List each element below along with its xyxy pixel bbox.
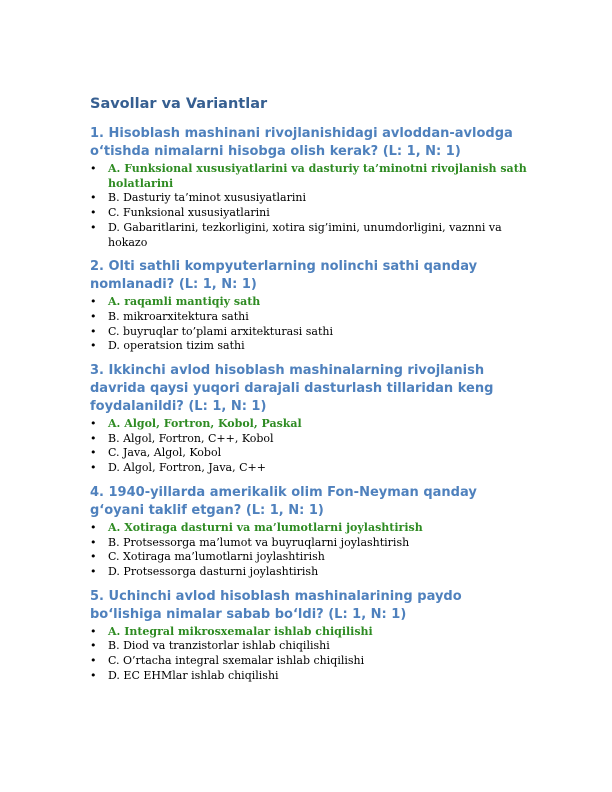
option-text: A. raqamli mantiqiy sath <box>108 295 261 309</box>
option-text: D. EC EHMlar ishlab chiqilishi <box>108 668 279 682</box>
question-heading: 2. Olti sathli kompyuterlarning nolinchi sathi qanday nomlanadi? (L: 1, N: 1) <box>90 259 478 293</box>
bullet-icon: • <box>90 446 97 460</box>
option-list <box>90 625 530 684</box>
option-item <box>90 461 530 476</box>
option-text: B. Diod va tranzistorlar ishlab chiqilishi <box>108 639 330 653</box>
option-item-correct <box>90 521 530 536</box>
option-text: B. Algol, Fortron, C++, Kobol <box>108 431 274 445</box>
option-text: C. Funksional xususiyatlarini <box>108 206 270 220</box>
option-item <box>90 221 530 250</box>
bullet-icon: • <box>90 639 97 653</box>
question-block <box>90 125 530 250</box>
option-text: D. Gabaritlarini, tezkorligini, xotira sig’imini, unumdorligini, vaznni va hokazo <box>108 220 502 249</box>
document-page <box>90 94 530 691</box>
bullet-icon: • <box>90 668 97 682</box>
bullet-icon: • <box>90 564 97 578</box>
question-heading: 5. Uchinchi avlod hisoblash mashinalarining paydo bo‘lishiga nimalar sabab bo‘ldi? (L: 1, N: 1) <box>90 588 462 622</box>
option-item-correct <box>90 295 530 310</box>
question-heading: 1. Hisoblash mashinani rivojlanishidagi avloddan-avlodga o‘tishda nimalarni hisobga olish kerak? (L: 1, N: 1) <box>90 126 513 159</box>
option-item <box>90 310 530 325</box>
page-title: Savollar va Variantlar <box>90 96 268 112</box>
option-text: B. mikroarxitektura sathi <box>108 309 249 323</box>
bullet-icon: • <box>90 535 97 549</box>
bullet-icon: • <box>90 206 97 220</box>
option-text: C. Java, Algol, Kobol <box>108 446 222 460</box>
option-text: D. operatsion tizim sathi <box>108 339 245 353</box>
bullet-icon: • <box>90 431 97 445</box>
option-item <box>90 206 530 221</box>
bullet-icon: • <box>90 295 97 309</box>
option-text: D. Protsessorga dasturni joylashtirish <box>108 564 319 578</box>
option-item <box>90 565 530 580</box>
question-block <box>90 258 530 354</box>
option-item-correct <box>90 162 530 191</box>
bullet-icon: • <box>90 520 97 534</box>
bullet-icon: • <box>90 624 97 638</box>
bullet-icon: • <box>90 417 97 431</box>
option-text: C. O’rtacha integral sxemalar ishlab chiqilishi <box>108 654 365 668</box>
question-block <box>90 484 530 580</box>
option-item <box>90 446 530 461</box>
bullet-icon: • <box>90 309 97 323</box>
option-item <box>90 432 530 447</box>
option-text: D. Algol, Fortron, Java, C++ <box>108 461 266 475</box>
option-text: A. Funksional xususiyatlarini va dasturiy ta’minotni rivojlanish sath holatlarini <box>108 162 527 190</box>
option-item <box>90 669 530 684</box>
option-text: A. Integral mikrosxemalar ishlab chiqilishi <box>108 624 373 638</box>
option-item <box>90 550 530 565</box>
question-block <box>90 588 530 684</box>
option-text: B. Protsessorga ma’lumot va buyruqlarni joylashtirish <box>108 535 410 549</box>
bullet-icon: • <box>90 324 97 338</box>
question-heading: 3. Ikkinchi avlod hisoblash mashinalarning rivojlanish davrida qaysi yuqori darajali dasturlash tillaridan keng foydalanildi? (L: 1, N: 1) <box>90 363 494 415</box>
bullet-icon: • <box>90 191 97 205</box>
option-item <box>90 536 530 551</box>
bullet-icon: • <box>90 461 97 475</box>
bullet-icon: • <box>90 654 97 668</box>
option-item <box>90 339 530 354</box>
bullet-icon: • <box>90 162 97 175</box>
option-text: B. Dasturiy ta’minot xususiyatlarini <box>108 191 306 205</box>
option-item-correct <box>90 625 530 640</box>
option-text: A. Algol, Fortron, Kobol, Paskal <box>108 417 302 431</box>
option-item <box>90 325 530 340</box>
bullet-icon: • <box>90 339 97 353</box>
option-text: C. buyruqlar to’plami arxitekturasi sathi <box>108 324 334 338</box>
question-heading: 4. 1940-yillarda amerikalik olim Fon-Neyman qanday g‘oyani taklif etgan? (L: 1, N: 1) <box>90 484 477 518</box>
option-text: A. Xotiraga dasturni va ma’lumotlarni joylashtirish <box>108 520 423 534</box>
option-text: C. Xotiraga ma’lumotlarni joylashtirish <box>108 550 325 564</box>
option-list <box>90 162 530 250</box>
option-list <box>90 521 530 580</box>
option-item <box>90 191 530 206</box>
option-list <box>90 417 530 476</box>
question-block <box>90 362 530 476</box>
bullet-icon: • <box>90 550 97 564</box>
option-list <box>90 295 530 354</box>
option-item-correct <box>90 417 530 432</box>
option-item <box>90 639 530 654</box>
option-item <box>90 654 530 669</box>
bullet-icon: • <box>90 220 97 234</box>
